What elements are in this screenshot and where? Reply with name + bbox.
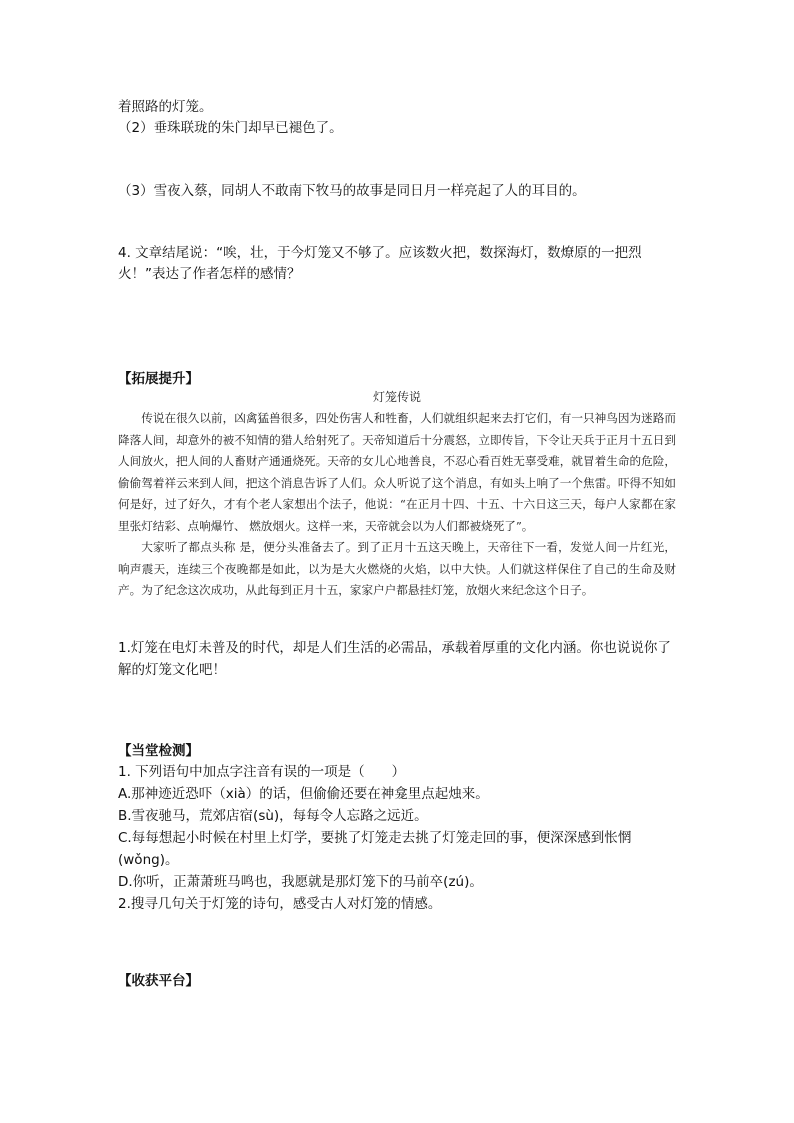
option-a: A.那神迹近恐吓（xià）的话，但偷偷还要在神龛里点起烛来。 bbox=[118, 786, 489, 802]
option-d: D.你听，正萧萧班马鸣也，我愿就是那灯笼下的马前卒(zú)。 bbox=[118, 874, 483, 890]
option-b: B.雪夜驰马，荒郊店宿(sù)，每每令人忘路之远近。 bbox=[118, 808, 428, 824]
story-body bbox=[118, 408, 676, 602]
story-paragraph: 传说在很久以前，凶禽猛兽很多，四处伤害人和牲畜，人们就组织起来去打它们，有一只神鸟因为迷路而降落人间，却意外的被不知情的猎人给射死了。天帝知道后十分震怒，立即传旨，下令让天兵于正月十五日到人间放火，把人间的人畜财产通通烧死。天帝的女儿心地善良，不忍心看百姓无辜受难，就冒着生命的危险，偷偷驾着祥云来到人间，把这个消息告诉了人们。众人听说了这个消息，有如头上响了一个焦雷。吓得不知如何是好，过了好久，才有个老人家想出个法子，他说：“在正月十四、十五、十六日这三天，每户人家都在家里张灯结彩、点响爆竹、 燃放烟火。这样一来，天帝就会以为人们都被烧死了”。 bbox=[118, 411, 676, 533]
text-line: （2）垂珠联珑的朱门却早已褪色了。 bbox=[118, 120, 343, 136]
extension-question-1 bbox=[118, 637, 678, 681]
check-questions bbox=[118, 761, 678, 915]
extension-question-text: 1.灯笼在电灯未普及的时代，却是人们生活的必需品，承载着厚重的文化内涵。你也说说你了解的灯笼文化吧！ bbox=[118, 640, 671, 678]
harvest-heading: 【收获平台】 bbox=[118, 973, 199, 989]
story-title: 灯笼传说 bbox=[372, 390, 421, 404]
extension-heading: 【拓展提升】 bbox=[118, 371, 199, 387]
check-question-1: 1. 下列语句中加点字注音有误的一项是（ ） bbox=[118, 764, 406, 780]
check-question-2: 2.搜寻几句关于灯笼的诗句，感受古人对灯笼的情感。 bbox=[118, 896, 442, 912]
question-4-line-2: 火！”表达了作者怎样的感情？ bbox=[118, 266, 301, 282]
text-line: （3）雪夜入蔡，同胡人不敢南下牧马的故事是同日月一样亮起了人的耳目的。 bbox=[118, 183, 586, 199]
story-paragraph: 大家听了都点头称 是，便分头准备去了。到了正月十五这天晚上，天帝往下一看，发觉人间一片红光，响声震天，连续三个夜晚都是如此，以为是大火燃烧的火焰，以中大快。人们就这样保住了自己的生命及财产。为了纪念这次成功，从此每到正月十五，家家户户都悬挂灯笼，放烟火来纪念这个日子。 bbox=[118, 540, 676, 597]
text-line: 着照路的灯笼。 bbox=[118, 99, 213, 115]
question-4-line-1: 4. 文章结尾说：“唉，壮，于今灯笼又不够了。应该数火把，数探海灯，数燎原的一把烈 bbox=[118, 245, 642, 261]
check-heading: 【当堂检测】 bbox=[118, 743, 199, 759]
option-c: C.每每想起小时候在村里上灯学，要挑了灯笼走去挑了灯笼走回的事，便深深感到怅惘(wǒng)。 bbox=[118, 830, 632, 868]
